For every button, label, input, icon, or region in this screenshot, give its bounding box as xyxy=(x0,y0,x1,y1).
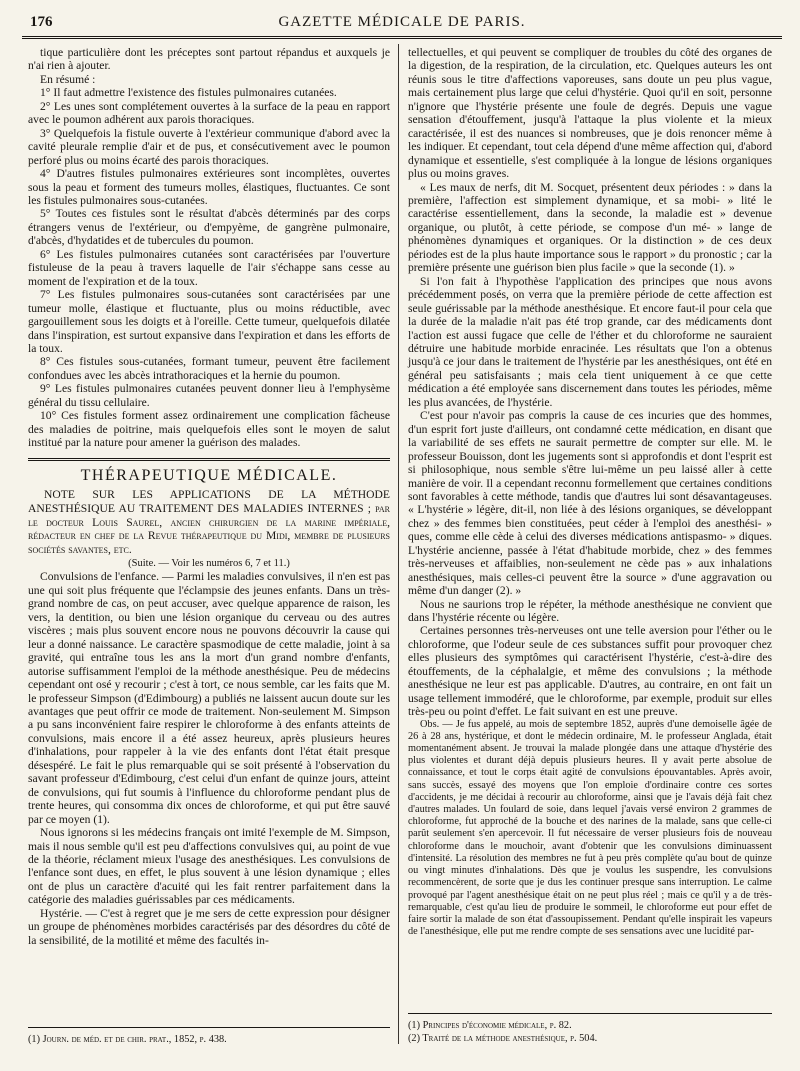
summary-item: 9° Les fistules pulmonaires cutanées peuvent donner lieu à l'emphysème général du tissu cellulaire. xyxy=(28,382,390,409)
summary-item: 6° Les fistules pulmonaires cutanées sont caractérisées par l'ouverture fistuleuse de la peau à travers laquelle de l'air s'échappe sans cesse au moment de l'expiration et de la toux. xyxy=(28,247,390,288)
right-footnotes xyxy=(408,1013,772,1045)
left-column xyxy=(28,46,390,947)
page-header xyxy=(22,10,782,40)
footnote-rule xyxy=(408,1013,772,1014)
quotation: « Les maux de nerfs, dit M. Socquet, présentent deux périodes : » dans la première, l'affection est simplement dynamique, et sa mobi- » lité le caractérise essentiellement, dans la seconde, la maladie est » devenue organique, ou plutôt, à cette période, se compose d'un mé- » lange de phénomènes dynamiques et organiques. Or la distinction » de ces deux périodes est de la plus haute importance sous le rapport » du pronostic ; car la première présente une guérison bien plus facile » que la seconde (1). » xyxy=(408,180,772,275)
observation-paragraph: Obs. — Je fus appelé, au mois de septembre 1852, auprès d'une demoiselle âgée de 26 à 28 ans, hystérique, et dont le médecin ordinaire, M. le professeur Anglada, était momentanément absent. Je trouvai la malade plongée dans une attaque d'hystérie des plus violentes et durant déjà depuis plusieurs heures. Il y avait perte absolue de connaissance, et tout le corps était agité de convulsions épouvantables. Après avoir, sans succès, essayé des moyens que l'on emploie d'ordinaire contre ces sortes d'accidents, je me décidai à recourir au chloroforme, ainsi que je l'avais déjà fait chez d'autres malades. Un foulard de soie, dans lequel j'avais versé environ 2 grammes de chloroforme, fut approché de la bouche et des narines de la malade, sans que celle-ci parût seulement s'en apercevoir. Il fut nécessaire de verser plusieurs fois de nouveau chloroforme dans le mouchoir, avant d'obtenir que les convulsions diminuassent d'intensité. La résolution des membres ne fut à peu près complète qu'au bout de quinze ou vingt minutes d'inhalations. Dès que je voulus les suspendre, les convulsions recommencèrent, de sorte que je dus les continuer presque sans interruption. Le calme provoqué par l'agent anesthésique était on ne peut plus réel ; mais ce qu'il y a de très-remarquable, c'est qu'au lieu de produire le sommeil, le chloroforme eut pour effet de faire sortir la malade de son état d'assoupissement. Pendant qu'elle inspirait les vapeurs de l'anesthésique, elle put me rendre compte de ses sensations avec une lucidité par- xyxy=(408,718,772,938)
continuation-note: (Suite. — Voir les numéros 6, 7 et 11.) xyxy=(128,558,290,570)
page-number: 176 xyxy=(30,14,53,30)
section-title: THÉRAPEUTIQUE MÉDICALE. xyxy=(80,466,338,484)
summary-item: 1° Il faut admettre l'existence des fistules pulmonaires cutanées. xyxy=(40,86,337,100)
footnote-rule xyxy=(28,1027,390,1028)
footnote: (1) Principes d'économie médicale, p. 82. xyxy=(408,1020,572,1031)
left-footnotes xyxy=(28,1027,390,1047)
header-rule xyxy=(22,36,782,39)
summary-item: 2° Les unes sont complétement ouvertes à la surface de la peau en rapport avec le poumon adhérent aux parois thoraciques. xyxy=(28,99,390,127)
paragraph: Hystérie. — C'est à regret que je me sers de cette expression pour désigner un groupe de phénomènes morbides caractérisés par des désordres du côté de la sensibilité, de la motilité et même des facultés in- xyxy=(28,906,390,947)
paragraph: Certaines personnes très-nerveuses ont une telle aversion pour l'éther ou le chloroforme, que l'odeur seule de ces substances suffit pour provoquer chez elles plusieurs des symptômes qui caractérisent l'hystérie, c'est-à-dire des étouffements, de la céphalalgie, et même des convulsions ; la méthode anesthésique ne leur est pas applicable. D'autres, au contraire, en ont fait un usage tellement immodéré, que le chloroforme, par exemple, produit sur elles très-peu ou point d'effet. Le fait suivant en est une preuve. xyxy=(408,624,772,719)
column-divider xyxy=(398,44,399,1044)
summary-item: 3° Quelquefois la fistule ouverte à l'extérieur communique d'abord avec la cavité pleurale remplie d'air et de pus, et consécutivement avec le poumon perforé plus ou moins écarté des parois thoraciques. xyxy=(28,126,390,167)
section-rule xyxy=(28,458,390,461)
article-heading: NOTE SUR LES APPLICATIONS DE LA MÉTHODE ANESTHÉSIQUE AU TRAITEMENT DES MALADIES INTERNES ; par le docteur Louis Saurel, ancien chirurgien de la marine impériale, rédacteur en chef de la Revue thérapeutique du Midi, membre de plusieurs sociétés savantes, etc. xyxy=(28,488,390,557)
summary-item: 4° D'autres fistules pulmonaires extérieures sont incomplètes, ouvertes sous la peau et forment des tumeurs molles, élastiques, fluctuantes. Ce sont les fistules pulmonaires sous-cutanées. xyxy=(28,167,390,207)
right-column xyxy=(408,46,772,938)
paragraph: Nous ne saurions trop le répéter, la méthode anesthésique ne convient que dans l'hystérie récente ou légère. xyxy=(408,597,772,625)
summary-heading: En résumé : xyxy=(40,72,96,86)
paragraph: tellectuelles, et qui peuvent se compliquer de troubles du côté des organes de la digestion, de la respiration, de la circulation, etc. Quelques auteurs les ont réunis sous le titre d'affections vaporeuses, sans doute un peu plus vague, mais certainement plus large que celui d'hystérie. Quoi qu'il en soit, personne n'ignore que l'hystérie présente une foule de degrés. Depuis une vague sensation d'étouffement, jusqu'à l'attaque la plus violente et la mieux caractérisée, il est des nuances si nombreuses, que je dois renoncer même à les indiquer. Et cependant, tout cela dépend d'une même affection qui, d'abord dynamique et essentielle, s'est compliquée à la longue de lésions organiques plus ou moins graves. xyxy=(408,46,772,181)
running-title: GAZETTE MÉDICALE DE PARIS. xyxy=(278,14,526,30)
paragraph: Nous ignorons si les médecins français ont imité l'exemple de M. Simpson, mais il nous semble qu'il est peu d'affections convulsives qui, au point de vue de la théorie, réclament mieux l'usage des anesthésiques. Les convulsions de l'enfance sont dues, en effet, le plus souvent à une lésion dynamique ; elles ont de plus un caractère d'acuité qui les fait rentrer parfaitement dans la catégorie des maladies guérissables par ces médicaments. xyxy=(28,826,390,907)
paragraph: Convulsions de l'enfance. — Parmi les maladies convulsives, il n'en est pas une qui soit plus fréquente que l'éclampsie des jeunes enfants. Dans un très-grand nombre de cas, on peut accuser, avec quelque apparence de raison, les vers, la dentition, ou bien une lésion organique du cerveau ou des autres viscères ; mais plus souvent encore nous ne pouvons découvrir la cause qui leur a donné naissance. Le caractère spasmodique de cette maladie, joint à sa gravité, qui entraîne tous les ans la mort d'un grand nombre d'enfants, autorise suffisamment l'emploi de la méthode anesthésique. Peu de médecins cependant ont osé y recourir ; c'est à tort, ce nous semble, car les faits que M. le professeur Simpson (d'Edimbourg) a publiés ne laissent aucun doute sur les avantages que peut offrir ce mode de traitement. Non-seulement M. Simpson a pu sans inconvénient faire respirer le chloroforme à des enfants atteints de convulsions, mais encore il a été assez heureux, après plusieurs heures d'inhalations, pour rappeler à la vie des enfants dont l'état était presque désespéré. Le fait le plus remarquable qui se soit présenté à l'observation du savant professeur d'Edimbourg, c'est celui d'un enfant de quinze jours, atteint de convulsions, qui fut soumis à l'influence du chloroforme pendant plus de trente heures, qui consomma dix onces de chloroforme, et qui put être sauvé par ce moyen (1). xyxy=(28,570,390,826)
summary-item: 5° Toutes ces fistules sont le résultat d'abcès déterminés par des corps étrangers venus de l'extérieur, ou d'empyème, de gangrène pulmonaire, d'abcès, d'hydatides et de tubercules du poumon. xyxy=(28,207,390,248)
paragraph: tique particulière dont les préceptes sont partout répandus et auxquels je n'ai rien à ajouter. xyxy=(28,46,390,73)
footnote: (1) Journ. de méd. et de chir. prat., 1852, p. 438. xyxy=(28,1034,227,1045)
paragraph: Si l'on fait à l'hypothèse l'application des principes que nous avons précédemment posés, on verra que la première période de cette affection est seule guérissable par la méthode anesthésique. Et encore faut-il pour cela que la durée de la maladie n'ait pas été trop grande, car des médicaments dont l'action est aussi fugace que celle de l'éther et du chloroforme ne sauraient détruire une habitude morbide enracinée. Les résultats que l'on a obtenus jusqu'à ce jour dans le traitement de l'hystérie par les anesthésiques, ont été en général peu satisfaisants ; mais cela tient uniquement à ce que cette médication a été employée sans discernement dans toutes les périodes, même les plus avancées, de l'hystérie. xyxy=(408,274,772,409)
footnote: (2) Traité de la méthode anesthésique, p. 504. xyxy=(408,1032,598,1044)
paragraph: C'est pour n'avoir pas compris la cause de ces incuries que des hommes, d'un esprit fort juste d'ailleurs, ont condamné cette médication, en disant que la variabilité de ses effets ne saurait permettre de compter sur elle. M. le professeur Bouisson, dont les jugements sont si approfondis et dont l'esprit est si philosophique, nous semble s'être lui-même un peu laissé aller à cette manière de voir. Il a cependant reconnu formellement que certaines conditions sont favorables à cette méthode, tandis que d'autres lui sont désavantageuses. « L'hystérie » légère, dit-il, non liée à des lésions organiques, se développant chez » des femmes bien constituées, peut céder à l'emploi des anesthési- » ques, comme elle cède à celui des diverses médications antispasmo- » diques. L'hystérie ancienne, passée à l'état d'habitude morbide, chez » des femmes très-nerveuses et affaiblies, non-seulement ne cède pas » aux inhalations anesthésiques, mais celles-ci peuvent être la source » d'une aggravation ou même d'un danger (2). » xyxy=(408,409,772,598)
summary-item: 7° Les fistules pulmonaires sous-cutanées sont caractérisées par une tumeur molle, élastique et fluctuante, plus ou moins réductible, avec gargouillement sous les doigts et à l'oreille. Cette tumeur, quelquefois dilatée dans l'inspiration, est surtout expansive dans l'expiration et dans les efforts de la toux. xyxy=(28,288,390,355)
summary-item: 10° Ces fistules forment assez ordinairement une complication fâcheuse des maladies de poitrine, mais quelquefois elles sont le moyen de salut institué par la nature pour amener la guérison des malades. xyxy=(28,409,390,450)
summary-item: 8° Ces fistules sous-cutanées, formant tumeur, peuvent être facilement confondues avec les abcès intrathoraciques et la hernie du poumon. xyxy=(28,355,390,382)
